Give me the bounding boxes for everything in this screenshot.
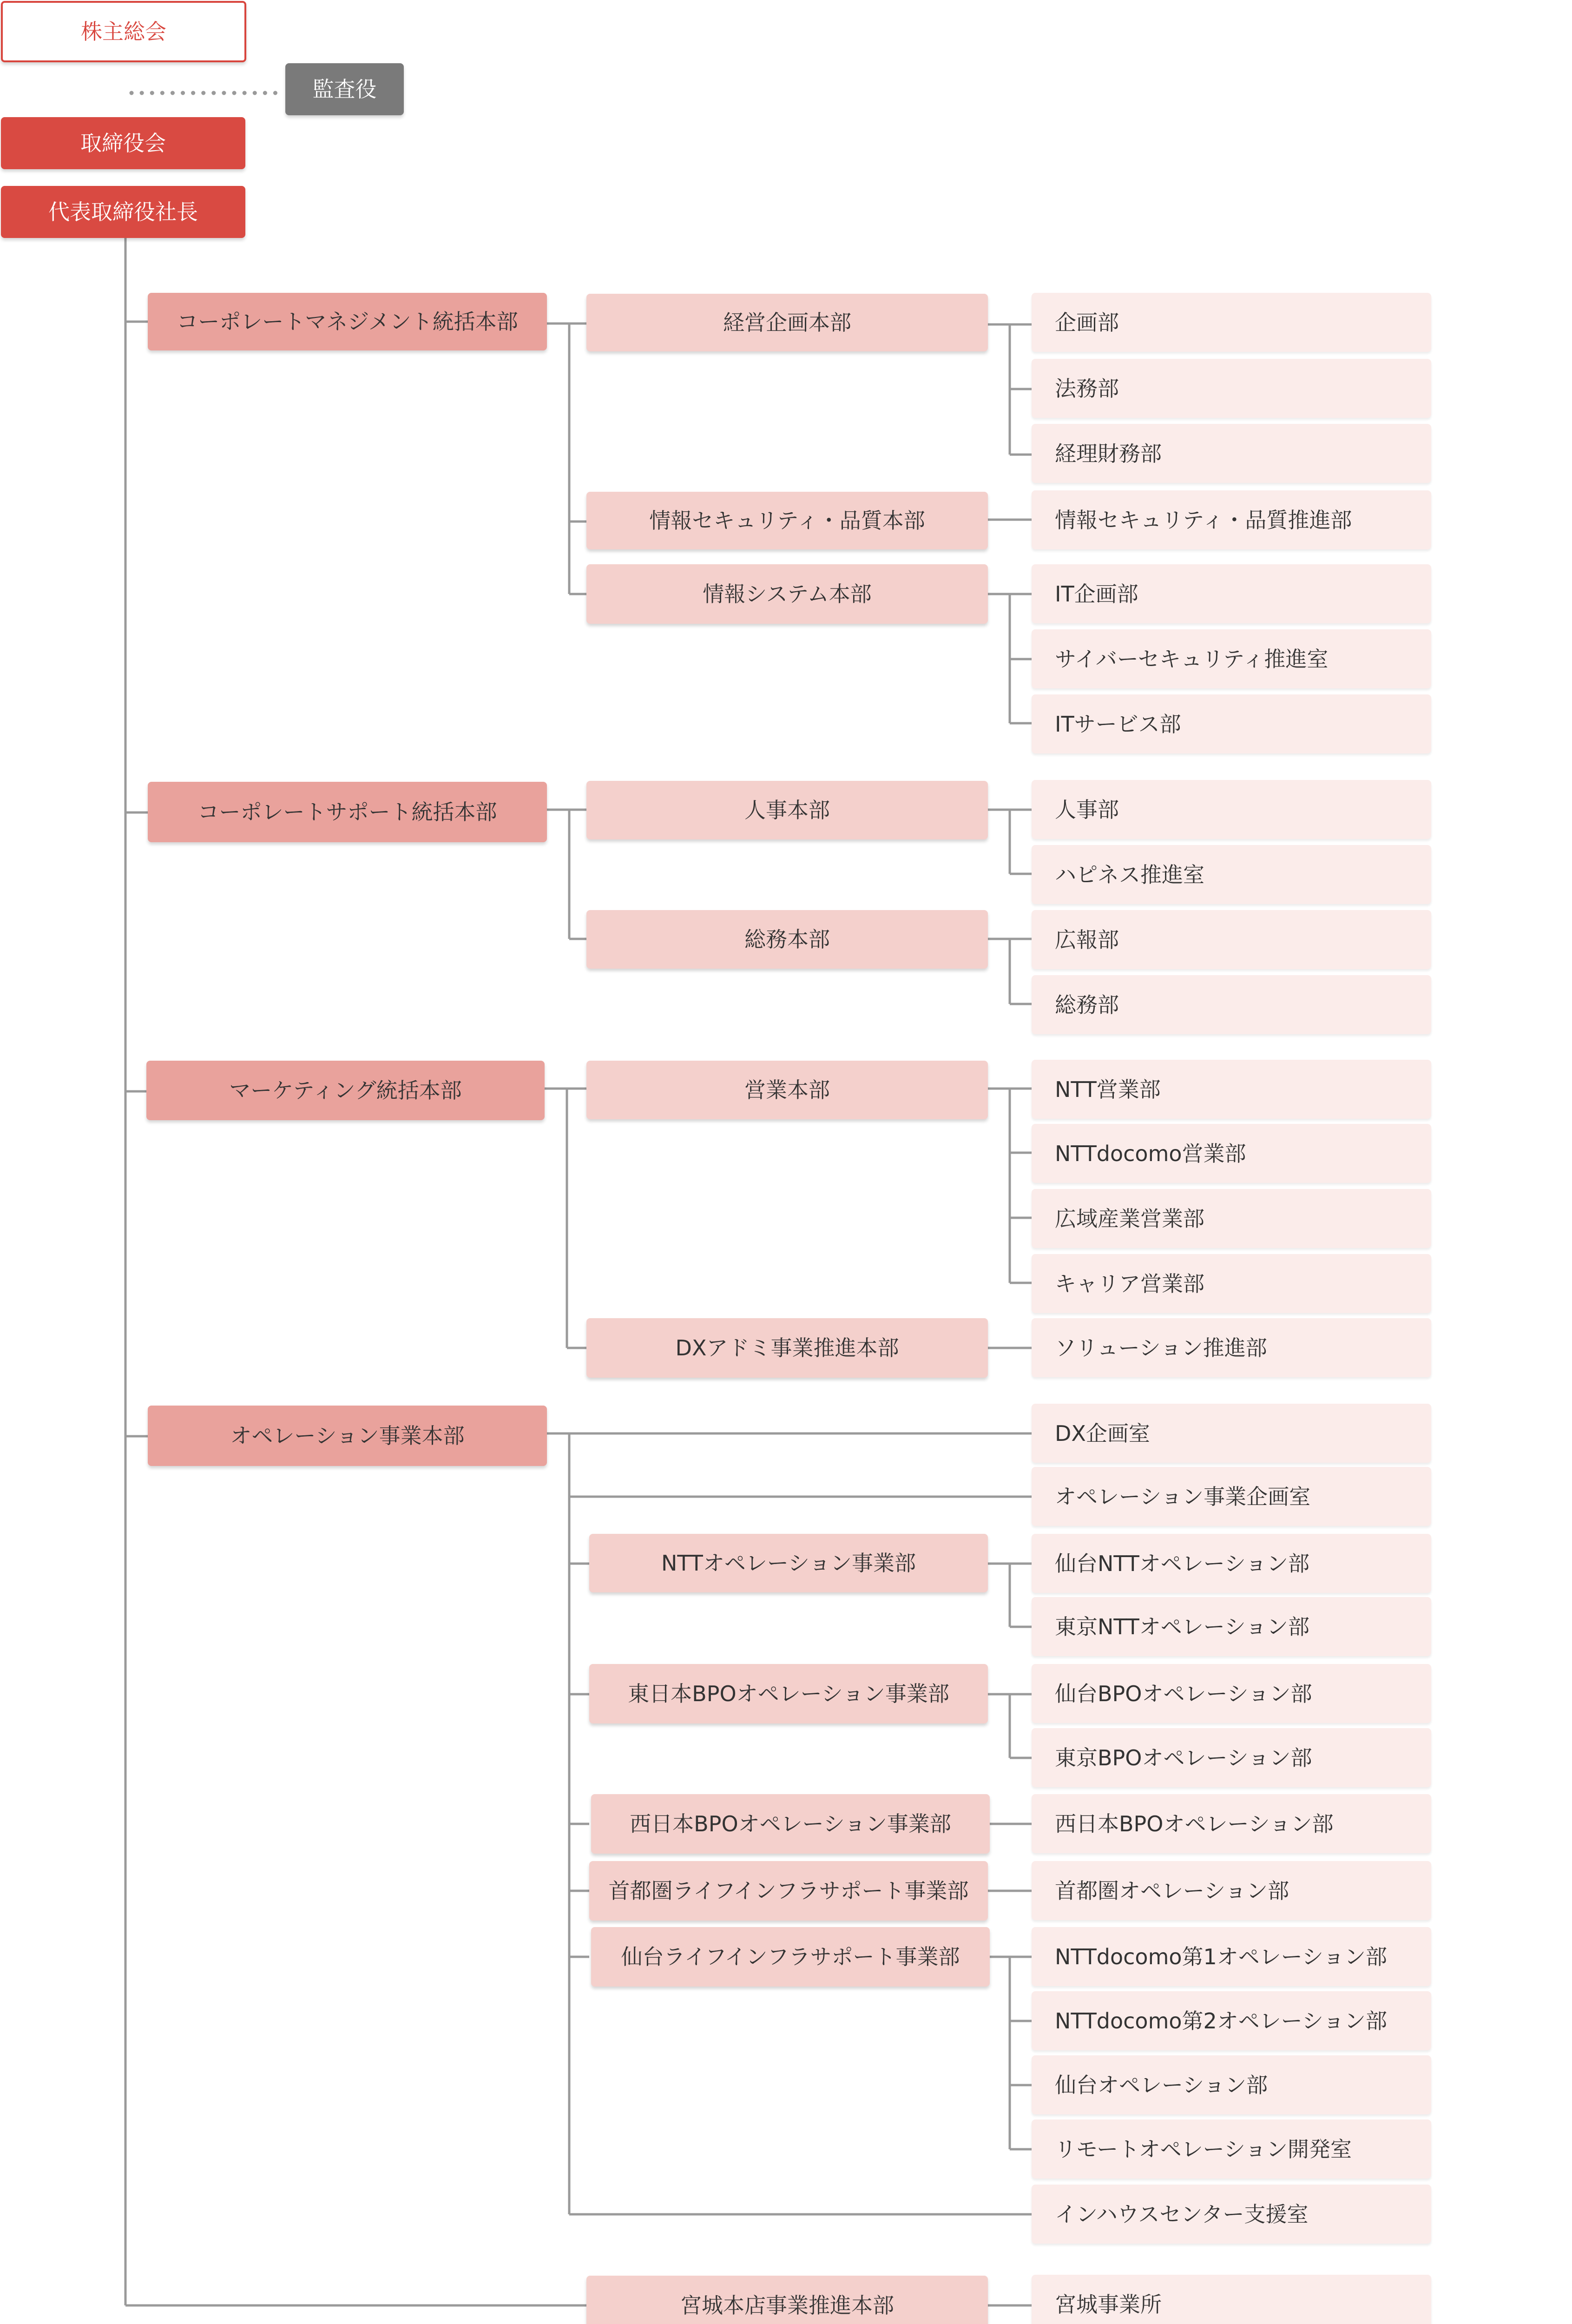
info-system-hq-label: 情報システム本部 [703, 581, 872, 607]
marketing-hq-box [146, 1061, 545, 1120]
dept-metro-ops-label: 首都圏オペレーション部 [1055, 1878, 1289, 1903]
dept-it-service-label: ITサービス部 [1055, 711, 1181, 737]
hr-hq-label: 人事本部 [744, 798, 830, 823]
dept-miyagi-office-box [1032, 2275, 1431, 2324]
dept-keiri-zaimu-label: 経理財務部 [1055, 441, 1162, 466]
dept-inhouse-support-label: インハウスセンター支援室 [1055, 2201, 1309, 2227]
corporate-management-hq-label: コーポレートマネジメント統括本部 [177, 309, 518, 334]
dept-cyber-security-label: サイバーセキュリティ推進室 [1055, 646, 1329, 672]
west-bpo-div-label: 西日本BPOオペレーション事業部 [630, 1811, 951, 1836]
dept-keiri-zaimu-box [1032, 424, 1431, 483]
sendai-lifeline-div-label: 仙台ライフインフラサポート事業部 [621, 1944, 960, 1969]
dx-admi-hq-label: DXアドミ事業推進本部 [675, 1335, 899, 1360]
sendai-lifeline-div-box [591, 1927, 990, 1987]
board-of-directors-box [1, 117, 245, 169]
dept-operations-planning-box [1032, 1467, 1431, 1526]
dept-sendai-ops-box [1032, 2055, 1431, 2114]
west-bpo-div-box [591, 1794, 990, 1854]
dept-it-kikaku-label: IT企画部 [1055, 581, 1138, 607]
ntt-operations-div-label: NTTオペレーション事業部 [661, 1551, 916, 1576]
corporate-management-hq-box [148, 293, 547, 350]
dept-dx-kikaku-box [1032, 1404, 1431, 1463]
miyagi-hq-label: 宮城本店事業推進本部 [680, 2293, 894, 2318]
dept-carrier-sales-box [1032, 1254, 1431, 1313]
keiei-kikaku-hq-box [586, 294, 988, 351]
dept-tokyo-bpo-ops-label: 東京BPOオペレーション部 [1055, 1745, 1312, 1770]
general-affairs-hq-label: 総務本部 [744, 927, 830, 952]
security-quality-hq-box [586, 492, 988, 549]
dept-remote-ops-dev-label: リモートオペレーション開発室 [1055, 2136, 1352, 2162]
dept-ntt-sales-box [1032, 1060, 1431, 1119]
auditor-box [285, 63, 404, 115]
dept-sendai-bpo-ops-box [1032, 1664, 1431, 1723]
dept-sendai-bpo-ops-label: 仙台BPOオペレーション部 [1055, 1681, 1312, 1706]
dept-kikaku-box [1032, 293, 1431, 352]
dept-solution-promotion-label: ソリューション推進部 [1055, 1335, 1267, 1360]
east-bpo-div-box [589, 1664, 988, 1723]
dept-carrier-sales-label: キャリア営業部 [1055, 1271, 1204, 1296]
dept-nttdocomo-sales-label: NTTdocomo営業部 [1055, 1141, 1246, 1166]
dept-docomo-2-ops-box [1032, 1991, 1431, 2050]
dept-security-quality-promotion-label: 情報セキュリティ・品質推進部 [1055, 507, 1352, 533]
dept-regional-industry-sales-box [1032, 1189, 1431, 1248]
dept-happiness-label: ハピネス推進室 [1055, 862, 1204, 887]
dept-tokyo-ntt-ops-box [1032, 1597, 1431, 1656]
shareholders-meeting-box [1, 1, 246, 62]
dept-soumu-label: 総務部 [1055, 992, 1119, 1017]
dept-jinji-box [1032, 780, 1431, 839]
miyagi-hq-box [586, 2276, 988, 2324]
hr-hq-box [586, 781, 988, 839]
operations-hq-box [148, 1406, 547, 1466]
dept-dx-kikaku-label: DX企画室 [1055, 1420, 1150, 1446]
dx-admi-hq-box [586, 1318, 988, 1378]
dept-west-bpo-ops-box [1032, 1794, 1431, 1853]
dept-nttdocomo-sales-box [1032, 1124, 1431, 1183]
keiei-kikaku-hq-label: 経営企画本部 [723, 310, 851, 335]
dept-regional-industry-sales-label: 広域産業営業部 [1055, 1206, 1204, 1231]
shareholders-meeting-label: 株主総会 [81, 19, 166, 44]
dept-jinji-label: 人事部 [1055, 797, 1119, 822]
dept-houmu-box [1032, 359, 1431, 418]
sales-hq-label: 営業本部 [744, 1077, 830, 1103]
east-bpo-div-label: 東日本BPOオペレーション事業部 [628, 1681, 949, 1706]
marketing-hq-label: マーケティング統括本部 [229, 1078, 462, 1103]
dept-docomo-1-ops-label: NTTdocomo第1オペレーション部 [1055, 1944, 1387, 1969]
dept-it-service-box [1032, 694, 1431, 753]
dept-sendai-ntt-ops-box [1032, 1534, 1431, 1593]
operations-hq-label: オペレーション事業本部 [230, 1423, 465, 1448]
dept-kikaku-label: 企画部 [1055, 310, 1119, 335]
dept-metro-ops-box [1032, 1861, 1431, 1920]
dept-sendai-ops-label: 仙台オペレーション部 [1055, 2072, 1268, 2098]
info-system-hq-box [586, 564, 988, 624]
dept-west-bpo-ops-label: 西日本BPOオペレーション部 [1055, 1811, 1334, 1836]
dept-kouhou-box [1032, 910, 1431, 969]
dept-inhouse-support-box [1032, 2185, 1431, 2244]
dept-kouhou-label: 広報部 [1055, 927, 1119, 952]
dept-cyber-security-box [1032, 629, 1431, 688]
dept-docomo-1-ops-box [1032, 1927, 1431, 1986]
corporate-support-hq-label: コーポレートサポート統括本部 [197, 799, 497, 825]
dept-security-quality-promotion-box [1032, 490, 1431, 549]
dept-miyagi-office-label: 宮城事業所 [1055, 2291, 1162, 2317]
president-label: 代表取締役社長 [48, 199, 198, 224]
metro-lifeline-div-label: 首都圏ライフインフラサポート事業部 [608, 1878, 969, 1903]
board-of-directors-label: 取締役会 [80, 131, 166, 156]
dept-soumu-box [1032, 975, 1431, 1034]
metro-lifeline-div-box [589, 1861, 988, 1921]
security-quality-hq-label: 情報セキュリティ・品質本部 [649, 508, 925, 533]
corporate-support-hq-box [148, 782, 547, 842]
dept-remote-ops-dev-box [1032, 2119, 1431, 2179]
general-affairs-hq-box [586, 910, 988, 969]
sales-hq-box [586, 1061, 988, 1119]
dept-ntt-sales-label: NTT営業部 [1055, 1076, 1161, 1102]
auditor-label: 監査役 [312, 77, 377, 102]
president-box [1, 186, 245, 238]
dept-tokyo-bpo-ops-box [1032, 1728, 1431, 1787]
dept-it-kikaku-box [1032, 564, 1431, 623]
dept-sendai-ntt-ops-label: 仙台NTTオペレーション部 [1055, 1551, 1309, 1576]
dept-houmu-label: 法務部 [1055, 376, 1119, 401]
ntt-operations-div-box [589, 1534, 988, 1592]
dept-happiness-box [1032, 845, 1431, 904]
dept-solution-promotion-box [1032, 1318, 1431, 1377]
dept-operations-planning-label: オペレーション事業企画室 [1055, 1484, 1311, 1509]
dept-docomo-2-ops-label: NTTdocomo第2オペレーション部 [1055, 2008, 1387, 2034]
dept-tokyo-ntt-ops-label: 東京NTTオペレーション部 [1055, 1614, 1309, 1639]
